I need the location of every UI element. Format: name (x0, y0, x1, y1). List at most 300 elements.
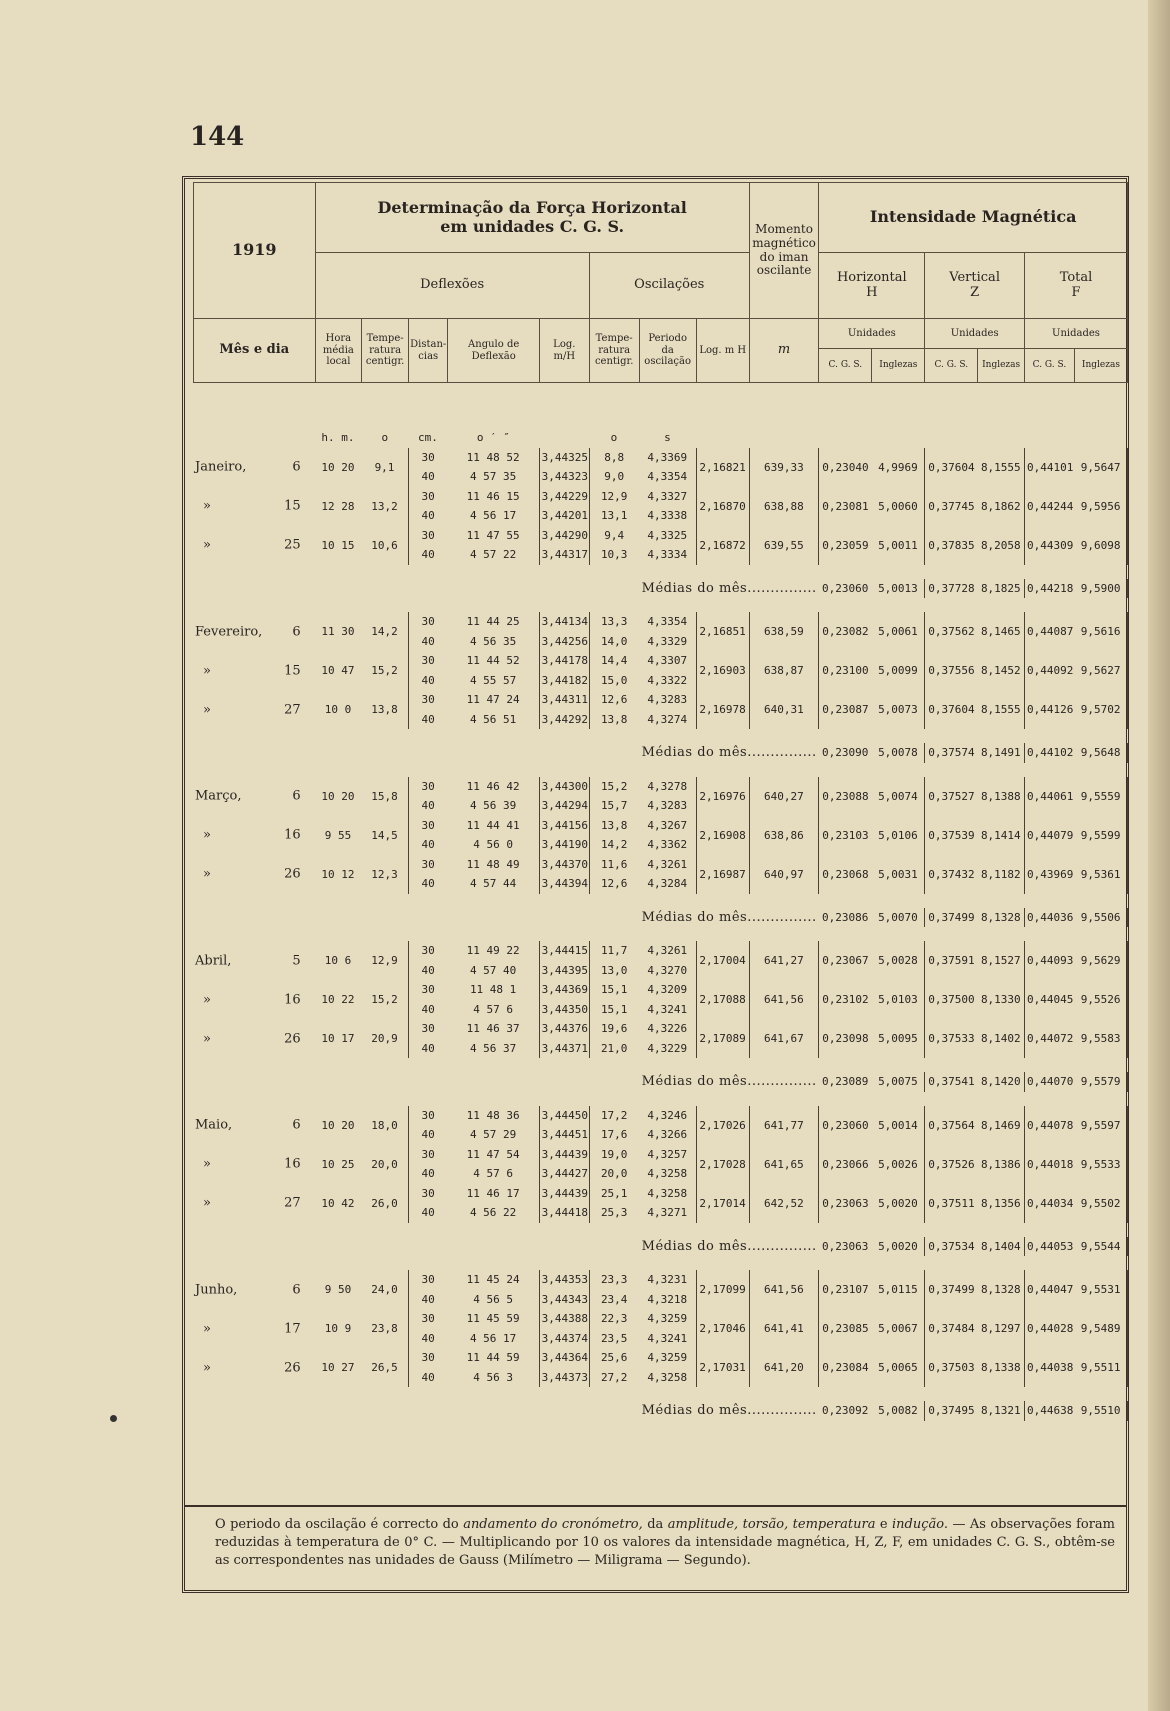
zing-cell: 8,1414 (978, 816, 1025, 855)
page-number: 144 (190, 122, 245, 152)
temp-cell: 13,2 (361, 487, 408, 526)
log-m-h-cell: 2,17028 (696, 1145, 749, 1184)
distance-cell: 40 (421, 634, 435, 648)
means-zing-cell: 8,1404 (978, 1237, 1025, 1257)
spacer-cell (193, 894, 1128, 908)
means-fing-cell: 9,5648 (1074, 743, 1127, 763)
distance-cell: 40 (421, 1041, 435, 1055)
zcgs-cell: 0,37604 (928, 703, 975, 716)
zing-cell: 8,1555 (978, 448, 1025, 487)
zing-cell: 8,1386 (978, 1145, 1025, 1184)
temp2-cell: 12,6 (600, 877, 628, 891)
angle-cell: 4 57 35 (448, 467, 539, 487)
hcgs-cell: 0,23060 (822, 1118, 869, 1132)
f-cgs-header: C. G. S. (1025, 349, 1075, 383)
moment-cell: 639,55 (749, 526, 819, 565)
distance-cell: 30 (421, 857, 435, 871)
fcgs-cell: 0,44093 (1026, 954, 1074, 967)
hora-cell: 10 0 (324, 703, 352, 716)
hora-cell: 10 6 (324, 954, 352, 967)
period-cell: 4,3283 (639, 690, 696, 710)
period-cell: 4,3329 (639, 632, 696, 652)
hora-cell: 10 47 (321, 664, 355, 677)
means-label: Médias do mês (641, 1074, 748, 1090)
h-inglezas-header: Inglezas (872, 349, 925, 383)
moment-cell: 641,56 (749, 1270, 819, 1309)
log-m-h-cell: 2,16908 (696, 816, 749, 855)
angle-cell: 4 56 37 (448, 1039, 539, 1059)
hing-cell: 5,0073 (872, 690, 925, 729)
oscilacoes-header: Oscilações (589, 253, 749, 319)
period-cell: 4,3354 (639, 612, 696, 632)
page-edge-shadow (1148, 0, 1170, 1711)
fing-cell: 9,5956 (1074, 487, 1127, 526)
hcgs-cell: 0,23107 (822, 1283, 869, 1296)
means-zing-cell: 8,1491 (978, 743, 1025, 763)
zcgs-cell: 0,37539 (928, 828, 975, 842)
log-mh-cell: 3,44300 (539, 777, 589, 797)
month-name: Janeiro, (195, 459, 247, 475)
log-mh-cell: 3,44290 (539, 526, 589, 546)
period-cell: 4,3257 (639, 1145, 696, 1165)
footnote-part7: — As observações foram reduzidas à temperatura de 0° C. — Multiplicando por 10 os valores da intensidade magnética, H, Z, F, em unidades C. G. S., obtêm-se as correspondentes nas unidades de Gauss (Milímetro — Miligrama — Segundo). (215, 1517, 1116, 1568)
ditto-mark: » (203, 866, 211, 882)
total-symbol: F (1071, 284, 1081, 300)
means-fcgs-cell: 0,44036 (1026, 910, 1074, 924)
month-name: Fevereiro, (195, 624, 263, 639)
zing-cell: 8,1328 (978, 1270, 1025, 1309)
fing-cell: 9,5502 (1074, 1184, 1127, 1223)
period-cell: 4,3209 (639, 980, 696, 1000)
angle-cell: 11 46 17 (448, 1184, 539, 1204)
table-row (193, 612, 1128, 632)
hing-cell: 5,0026 (872, 1145, 925, 1184)
moment-cell: 638,59 (749, 612, 819, 651)
means-label: Médias do mês (641, 1403, 748, 1419)
temp-cell: 15,2 (361, 651, 408, 690)
log-mh-cell: 3,44317 (539, 545, 589, 565)
table-header (193, 182, 1128, 383)
month-name: Abril, (195, 953, 232, 968)
temp-cell: 20,0 (361, 1145, 408, 1184)
zing-cell: 8,1402 (978, 1019, 1025, 1058)
day-number: 5 (292, 953, 301, 968)
month-name: Junho, (195, 1282, 238, 1297)
means-zing-cell: 8,1321 (978, 1401, 1025, 1421)
ditto-mark: » (203, 663, 211, 678)
distance-cell: 30 (421, 983, 435, 997)
temp2-cell: 9,0 (604, 470, 625, 484)
month-name: Maio, (195, 1117, 233, 1133)
period-cell: 4,3307 (639, 651, 696, 671)
footnote-part5: e (875, 1517, 893, 1532)
distance-cell: 40 (421, 509, 435, 523)
total-unidades: Unidades (1025, 319, 1128, 349)
fing-cell: 9,5361 (1074, 855, 1127, 894)
hcgs-cell: 0,23082 (822, 625, 869, 638)
period-cell: 4,3362 (639, 835, 696, 855)
distance-cell: 40 (421, 1167, 435, 1181)
distance-cell: 30 (421, 1351, 435, 1365)
hing-cell: 5,0067 (872, 1309, 925, 1348)
log-mh-cell: 3,44156 (539, 816, 589, 836)
means-fcgs-cell: 0,44102 (1026, 746, 1074, 760)
angle-cell: 4 57 6 (448, 1164, 539, 1184)
temp-cell: 12,3 (361, 855, 408, 894)
distance-cell: 40 (421, 963, 435, 977)
log-mh-cell: 3,44178 (539, 651, 589, 671)
log-m-h-cell: 2,17088 (696, 980, 749, 1019)
angle-cell: 4 57 6 (448, 1000, 539, 1020)
distance-cell: 40 (421, 1292, 435, 1306)
leader-dots: ............... (747, 909, 817, 925)
distance-cell: 30 (421, 1312, 435, 1326)
hora-header: Hora média local (315, 319, 362, 383)
ditto-mark: » (203, 498, 211, 514)
table-row (193, 816, 1128, 836)
temp2-cell: 10,3 (600, 548, 628, 562)
angle-cell: 11 44 59 (448, 1348, 539, 1368)
spacer-cell (193, 1092, 1128, 1106)
period-cell: 4,3258 (639, 1164, 696, 1184)
day-number: 6 (292, 1117, 301, 1133)
means-row (193, 1401, 1128, 1421)
day-number: 17 (284, 1321, 301, 1336)
distance-cell: 40 (421, 838, 435, 852)
zcgs-cell: 0,37484 (928, 1322, 975, 1335)
period-cell: 4,3283 (639, 796, 696, 816)
angle-cell: 11 48 49 (448, 855, 539, 875)
day-number: 16 (284, 1156, 301, 1172)
spacer-cell (193, 1421, 1128, 1435)
log-mh-cell: 3,44256 (539, 632, 589, 652)
hing-cell: 4,9969 (872, 448, 925, 487)
day-number: 6 (292, 459, 301, 475)
hora-cell: 10 9 (324, 1322, 352, 1335)
means-fcgs-cell: 0,44638 (1026, 1404, 1074, 1418)
zcgs-cell: 0,37432 (928, 867, 975, 881)
units-row (193, 428, 1128, 448)
ditto-mark: » (203, 827, 211, 843)
log-m-h-cell: 2,16872 (696, 526, 749, 565)
hora-cell: 11 30 (321, 625, 355, 638)
moment-cell: 640,97 (749, 855, 819, 894)
table-row (193, 855, 1128, 875)
moment-cell: 638,87 (749, 651, 819, 690)
day-number: 6 (292, 788, 301, 804)
log-mh-cell: 3,44343 (539, 1290, 589, 1310)
horizontal-symbol: H (866, 284, 878, 300)
vertical-header (925, 253, 1025, 319)
log-m-h-cell: 2,16987 (696, 855, 749, 894)
log-mh-cell: 3,44451 (539, 1125, 589, 1145)
periodo-header: Periodo da oscilação (639, 319, 696, 383)
zcgs-cell: 0,37533 (928, 1032, 975, 1045)
spacer-row (193, 1092, 1128, 1106)
temp2-cell: 19,0 (600, 1147, 628, 1161)
table-row (193, 941, 1128, 961)
determination-title-line2: em unidades C. G. S. (440, 216, 625, 236)
spacer-row (193, 1223, 1128, 1237)
month-day-cell (193, 777, 315, 816)
temp2-cell: 15,1 (600, 983, 628, 997)
temp-cell: 23,8 (361, 1309, 408, 1348)
moment-cell: 640,27 (749, 777, 819, 816)
period-cell: 4,3229 (639, 1039, 696, 1059)
fcgs-cell: 0,43969 (1026, 867, 1074, 881)
temp2-cell: 21,0 (600, 1041, 628, 1055)
zing-cell: 8,1297 (978, 1309, 1025, 1348)
zcgs-cell: 0,37835 (928, 538, 975, 552)
hcgs-cell: 0,23087 (822, 703, 869, 716)
fcgs-cell: 0,44028 (1026, 1322, 1074, 1335)
distance-cell: 30 (421, 528, 435, 542)
fing-cell: 9,5616 (1074, 612, 1127, 651)
hing-cell: 5,0065 (872, 1348, 925, 1387)
total-header (1025, 253, 1128, 319)
table-row (193, 1184, 1128, 1204)
temp2-cell: 15,7 (600, 799, 628, 813)
hing-cell: 5,0103 (872, 980, 925, 1019)
means-zing-cell: 8,1825 (978, 579, 1025, 599)
angle-cell: 4 57 22 (448, 545, 539, 565)
zing-cell: 8,1388 (978, 777, 1025, 816)
period-cell: 4,3270 (639, 961, 696, 981)
table-row (193, 448, 1128, 468)
period-cell: 4,3322 (639, 671, 696, 691)
period-cell: 4,3261 (639, 855, 696, 875)
distance-cell: 30 (421, 450, 435, 464)
zcgs-cell: 0,37564 (928, 1118, 975, 1132)
log-m-h-cell: 2,16821 (696, 448, 749, 487)
log-mh-cell: 3,44395 (539, 961, 589, 981)
log-mh-cell: 3,44418 (539, 1203, 589, 1223)
hora-cell: 9 50 (324, 1283, 352, 1296)
means-label-cell (193, 743, 819, 763)
temp2-cell: 23,5 (600, 1331, 628, 1345)
period-cell: 4,3258 (639, 1184, 696, 1204)
angle-cell: 4 56 39 (448, 796, 539, 816)
spacer-row (193, 565, 1128, 579)
footnote (215, 1516, 1115, 1570)
day-number: 27 (284, 1195, 301, 1211)
temp2-cell: 25,3 (600, 1206, 628, 1220)
period-cell: 4,3325 (639, 526, 696, 546)
temp2-cell: 12,6 (600, 693, 628, 707)
log-mh-cell: 3,44325 (539, 448, 589, 468)
temp2-cell: 8,8 (604, 450, 625, 464)
hcgs-cell: 0,23084 (822, 1361, 869, 1374)
units-periodo: s (664, 431, 671, 445)
leader-dots: ............... (747, 745, 817, 761)
units-dist: cm. (417, 431, 438, 445)
means-zing-cell: 8,1328 (978, 908, 1025, 928)
moment-cell: 639,33 (749, 448, 819, 487)
table-row (193, 1145, 1128, 1165)
means-row (193, 908, 1128, 928)
period-cell: 4,3241 (639, 1000, 696, 1020)
temp-cell: 15,2 (361, 980, 408, 1019)
distance-cell: 40 (421, 1370, 435, 1384)
hora-cell: 10 12 (321, 867, 355, 881)
angle-cell: 4 56 35 (448, 632, 539, 652)
means-hcgs-cell: 0,23060 (822, 581, 869, 595)
distance-cell: 30 (421, 1022, 435, 1036)
period-cell: 4,3271 (639, 1203, 696, 1223)
log-mh-cell: 3,44350 (539, 1000, 589, 1020)
month-day-cell (193, 1270, 315, 1309)
temp-cell: 10,6 (361, 526, 408, 565)
spacer-row (193, 763, 1128, 777)
distance-cell: 30 (421, 693, 435, 707)
temp2-cell: 13,0 (600, 963, 628, 977)
moment-cell: 641,65 (749, 1145, 819, 1184)
distance-cell: 40 (421, 470, 435, 484)
spacer-cell (193, 598, 1128, 612)
hora-cell: 12 28 (321, 499, 355, 513)
temp2-cell: 23,3 (600, 1273, 628, 1287)
log-mh-header: Log. m/H (539, 319, 589, 383)
temp2-cell: 25,6 (600, 1351, 628, 1365)
log-mh-cell: 3,44439 (539, 1184, 589, 1204)
hcgs-cell: 0,23059 (822, 538, 869, 552)
table-row (193, 1019, 1128, 1039)
period-cell: 4,3267 (639, 816, 696, 836)
spacer-cell (193, 1256, 1128, 1270)
hcgs-cell: 0,23063 (822, 1196, 869, 1210)
angle-cell: 4 56 51 (448, 710, 539, 730)
footnote-part3: da (642, 1517, 668, 1532)
distance-cell: 30 (421, 489, 435, 503)
vertical-symbol: Z (970, 284, 980, 300)
hing-cell: 5,0106 (872, 816, 925, 855)
period-cell: 4,3274 (639, 710, 696, 730)
total-label: Total (1059, 269, 1093, 285)
fing-cell: 9,5583 (1074, 1019, 1127, 1058)
horizontal-label: Horizontal (836, 269, 907, 285)
means-row (193, 1237, 1128, 1257)
ditto-mark: » (203, 1321, 211, 1336)
determination-title-line1: Determinação da Força Horizontal (377, 198, 687, 218)
temp2-cell: 17,2 (600, 1108, 628, 1122)
distance-cell: 40 (421, 877, 435, 891)
means-row (193, 1072, 1128, 1092)
leader-dots: ............... (747, 1074, 817, 1090)
period-cell: 4,3266 (639, 1125, 696, 1145)
moment-cell: 638,86 (749, 816, 819, 855)
means-label: Médias do mês (641, 745, 748, 761)
hing-cell: 5,0115 (872, 1270, 925, 1309)
log-mh-cell: 3,44427 (539, 1164, 589, 1184)
vertical-label: Vertical (949, 269, 1000, 285)
temp2-cell: 22,3 (600, 1312, 628, 1326)
hora-cell: 10 20 (321, 1118, 355, 1132)
angle-cell: 11 44 25 (448, 612, 539, 632)
means-row (193, 743, 1128, 763)
spacer-row (193, 1387, 1128, 1401)
day-number: 6 (292, 624, 301, 639)
log-mh-cell: 3,44450 (539, 1106, 589, 1126)
hcgs-cell: 0,23085 (822, 1322, 869, 1335)
means-zcgs-cell: 0,37541 (928, 1075, 975, 1089)
zing-cell: 8,1330 (978, 980, 1025, 1019)
zcgs-cell: 0,37526 (928, 1157, 975, 1171)
log-m-h-cell: 2,17031 (696, 1348, 749, 1387)
hcgs-cell: 0,23088 (822, 789, 869, 803)
temp2-cell: 14,4 (600, 654, 628, 668)
fing-cell: 9,5627 (1074, 651, 1127, 690)
distance-cell: 40 (421, 548, 435, 562)
temp2-cell: 27,2 (600, 1370, 628, 1384)
angle-cell: 11 48 52 (448, 448, 539, 468)
period-cell: 4,3278 (639, 777, 696, 797)
hing-cell: 5,0020 (872, 1184, 925, 1223)
month-day-cell (193, 1019, 315, 1058)
period-cell: 4,3284 (639, 874, 696, 894)
temp-cell: 12,9 (361, 941, 408, 980)
fing-cell: 9,5533 (1074, 1145, 1127, 1184)
means-hcgs-cell: 0,23063 (822, 1239, 869, 1253)
fcgs-cell: 0,44309 (1026, 538, 1074, 552)
footnote-part2: andamento do cronómetro, (463, 1517, 643, 1532)
log-mh-cell: 3,44182 (539, 671, 589, 691)
fing-cell: 9,5559 (1074, 777, 1127, 816)
footnote-part4: amplitude, torsão, temperatura (667, 1517, 876, 1532)
table-row (193, 651, 1128, 671)
fing-cell: 9,5647 (1074, 448, 1127, 487)
temp-cell: 9,1 (361, 448, 408, 487)
distance-cell: 30 (421, 1147, 435, 1161)
means-hing-cell: 5,0013 (872, 579, 925, 599)
means-hcgs-cell: 0,23086 (822, 910, 869, 924)
temp-cell: 20,9 (361, 1019, 408, 1058)
ditto-mark: » (203, 1156, 211, 1172)
ditto-mark: » (203, 992, 211, 1007)
means-hcgs-cell: 0,23090 (822, 746, 869, 760)
angle-cell: 11 48 36 (448, 1106, 539, 1126)
hcgs-cell: 0,23103 (822, 828, 869, 842)
angle-cell: 11 45 59 (448, 1309, 539, 1329)
log-m-h-cell: 2,16978 (696, 690, 749, 729)
hing-cell: 5,0014 (872, 1106, 925, 1145)
day-number: 25 (284, 537, 301, 553)
moment-cell: 641,20 (749, 1348, 819, 1387)
hcgs-cell: 0,23081 (822, 499, 869, 513)
angle-cell: 4 56 22 (448, 1203, 539, 1223)
hcgs-cell: 0,23066 (822, 1157, 869, 1171)
temp2-cell: 14,0 (600, 634, 628, 648)
table-row (193, 1348, 1128, 1368)
moment-cell: 641,67 (749, 1019, 819, 1058)
temp2-cell: 19,6 (600, 1022, 628, 1036)
log-m-h-header: Log. m H (696, 319, 749, 383)
day-number: 26 (284, 866, 301, 882)
angle-cell: 4 57 44 (448, 874, 539, 894)
month-day-cell (193, 526, 315, 565)
means-fcgs-cell: 0,44053 (1026, 1239, 1074, 1253)
zcgs-cell: 0,37500 (928, 993, 975, 1006)
ditto-mark: » (203, 702, 211, 717)
ditto-mark: » (203, 1031, 211, 1046)
moment-cell: 641,77 (749, 1106, 819, 1145)
means-label-cell (193, 1401, 819, 1421)
distance-cell: 30 (421, 615, 435, 629)
horizontal-header (819, 253, 925, 319)
period-cell: 4,3354 (639, 467, 696, 487)
ditto-mark: » (203, 1195, 211, 1211)
means-zcgs-cell: 0,37574 (928, 746, 975, 760)
log-mh-cell: 3,44373 (539, 1368, 589, 1388)
